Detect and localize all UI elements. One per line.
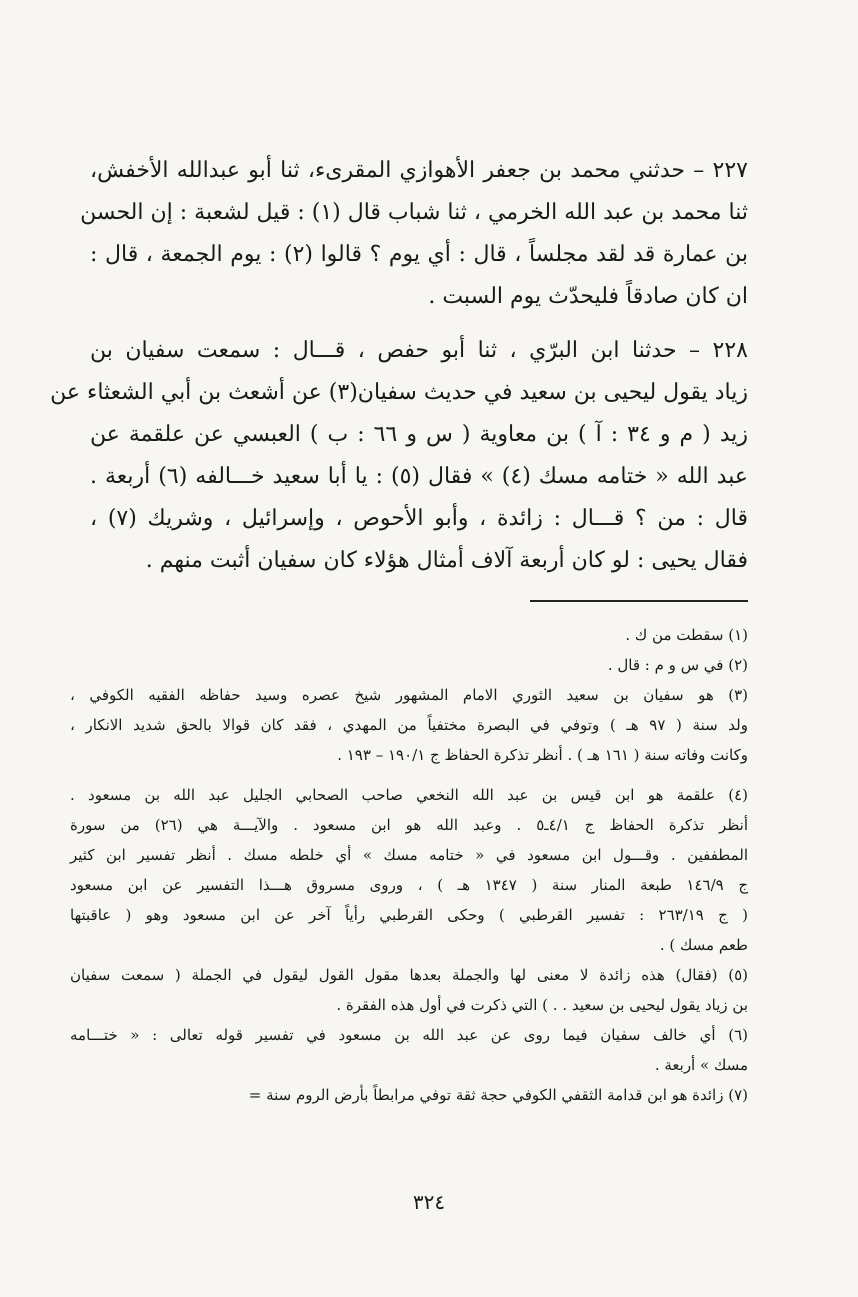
text-line: زياد يقول ليحيى بن سعيد في حديث سفيان(٣) عن أشعث بن أبي الشعثاء عن	[50, 380, 748, 405]
page-number: ٣٢٤	[412, 1190, 446, 1214]
footnote-6-line: مسك » أربعة .	[654, 1056, 748, 1074]
footnote-separator	[530, 600, 748, 602]
footnote-3: (٣) هو سفيان بن سعيد الثوري الامام المشهور شيخ عصره وسيد حفاظه الفقيه الكوفي ،	[70, 686, 748, 704]
text-line: فقال يحيى : لو كان أربعة آلاف أمثال هؤلاء كان سفيان أثبت منهم .	[145, 548, 748, 573]
text-line: بن عمارة قد لقد مجلساً ، قال : أي يوم ؟ قالوا (٢) : يوم الجمعة ، قال :	[90, 242, 748, 267]
footnotes	[70, 620, 748, 1110]
paragraph-228	[50, 330, 748, 582]
footnote-5-line: بن زياد يقول ليحيى بن سعيد . . ) التي ذكرت في أول هذه الفقرة .	[336, 996, 748, 1014]
footnote-4-line: أنظر تذكرة الحفاظ ج ٤/١ـ٥ . وعبد الله هو ابن مسعود . والآيـــة هي (٢٦) من سورة	[70, 816, 748, 834]
text-line: عبد الله « ختامه مسك (٤) » فقال (٥) : يا أبا سعيد خـــالفه (٦) أربعة .	[90, 464, 748, 489]
text-line: زيد ( م و ٣٤ : آ ) بن معاوية ( س و ٦٦ : ب ) العبسي عن علقمة عن	[90, 422, 748, 447]
text-line: ٢٢٨ – حدثنا ابن البرّي ، ثنا أبو حفص ، قـــال : سمعت سفيان بن	[90, 338, 748, 363]
footnote-4-line: ( ج ٢٦٣/١٩ : تفسير القرطبي ) وحكى القرطبي رأياً آخر عن ابن مسعود وهو ( عاقبتها	[70, 906, 748, 924]
footnote-6: (٦) أي خالف سفيان فيما روى عن عبد الله بن مسعود في تفسير قوله تعالى : « ختـــامه	[70, 1026, 748, 1044]
footnote-4: (٤) علقمة هو ابن قيس بن عبد الله النخعي صاحب الصحابي الجليل عبد الله بن مسعود .	[70, 786, 748, 804]
footnote-7: (٧) زائدة هو ابن قدامة الثقفي الكوفي حجة ثقة توفي مرابطاً بأرض الروم سنة =	[248, 1086, 748, 1104]
text-line: ان كان صادقاً فليحدّث يوم السبت .	[428, 284, 748, 309]
text-line: ثنا محمد بن عبد الله الخرمي ، ثنا شباب قال (١) : قيل لشعبة : إن الحسن	[80, 200, 748, 225]
footnote-3-line: وكانت وفاته سنة ( ١٦١ هـ ) . أنظر تذكرة الحفاظ ج ١٩٠/١ – ١٩٣ .	[337, 746, 748, 764]
text-line: ٢٢٧ – حدثني محمد بن جعفر الأهوازي المقرىء، ثنا أبو عبدالله الأخفش،	[90, 158, 748, 183]
footnote-5: (٥) (فقال) هذه زائدة لا معنى لها والجملة بعدها مقول القول ليقول في الجملة ( سمعت سفيان	[70, 966, 748, 984]
footnote-3-line: ولد سنة ( ٩٧ هـ ) وتوفي في البصرة مختفياً من المهدي ، فقد كان قوالا بالحق شديد الانكار ،	[70, 716, 748, 734]
footnote-4-line: طعم مسك ) .	[659, 936, 748, 954]
footnote-1: (١) سقطت من ك .	[625, 626, 748, 644]
text-line: قال : من ؟ قـــال : زائدة ، وأبو الأحوص ، وإسرائيل ، وشريك (٧) ،	[90, 506, 748, 531]
footnote-4-line: المطففين . وقـــول ابن مسعود في « ختامه مسك » أي خلطه مسك . أنظر تفسير ابن كثير	[70, 846, 748, 864]
footnote-4-line: ج ١٤٦/٩ طبعة المنار سنة ( ١٣٤٧ هـ ) ، وروى مسروق هـــذا التفسير عن ابن مسعود	[70, 876, 749, 894]
footnote-2: (٢) في س و م : قال .	[607, 656, 748, 674]
paragraph-227	[80, 150, 748, 318]
